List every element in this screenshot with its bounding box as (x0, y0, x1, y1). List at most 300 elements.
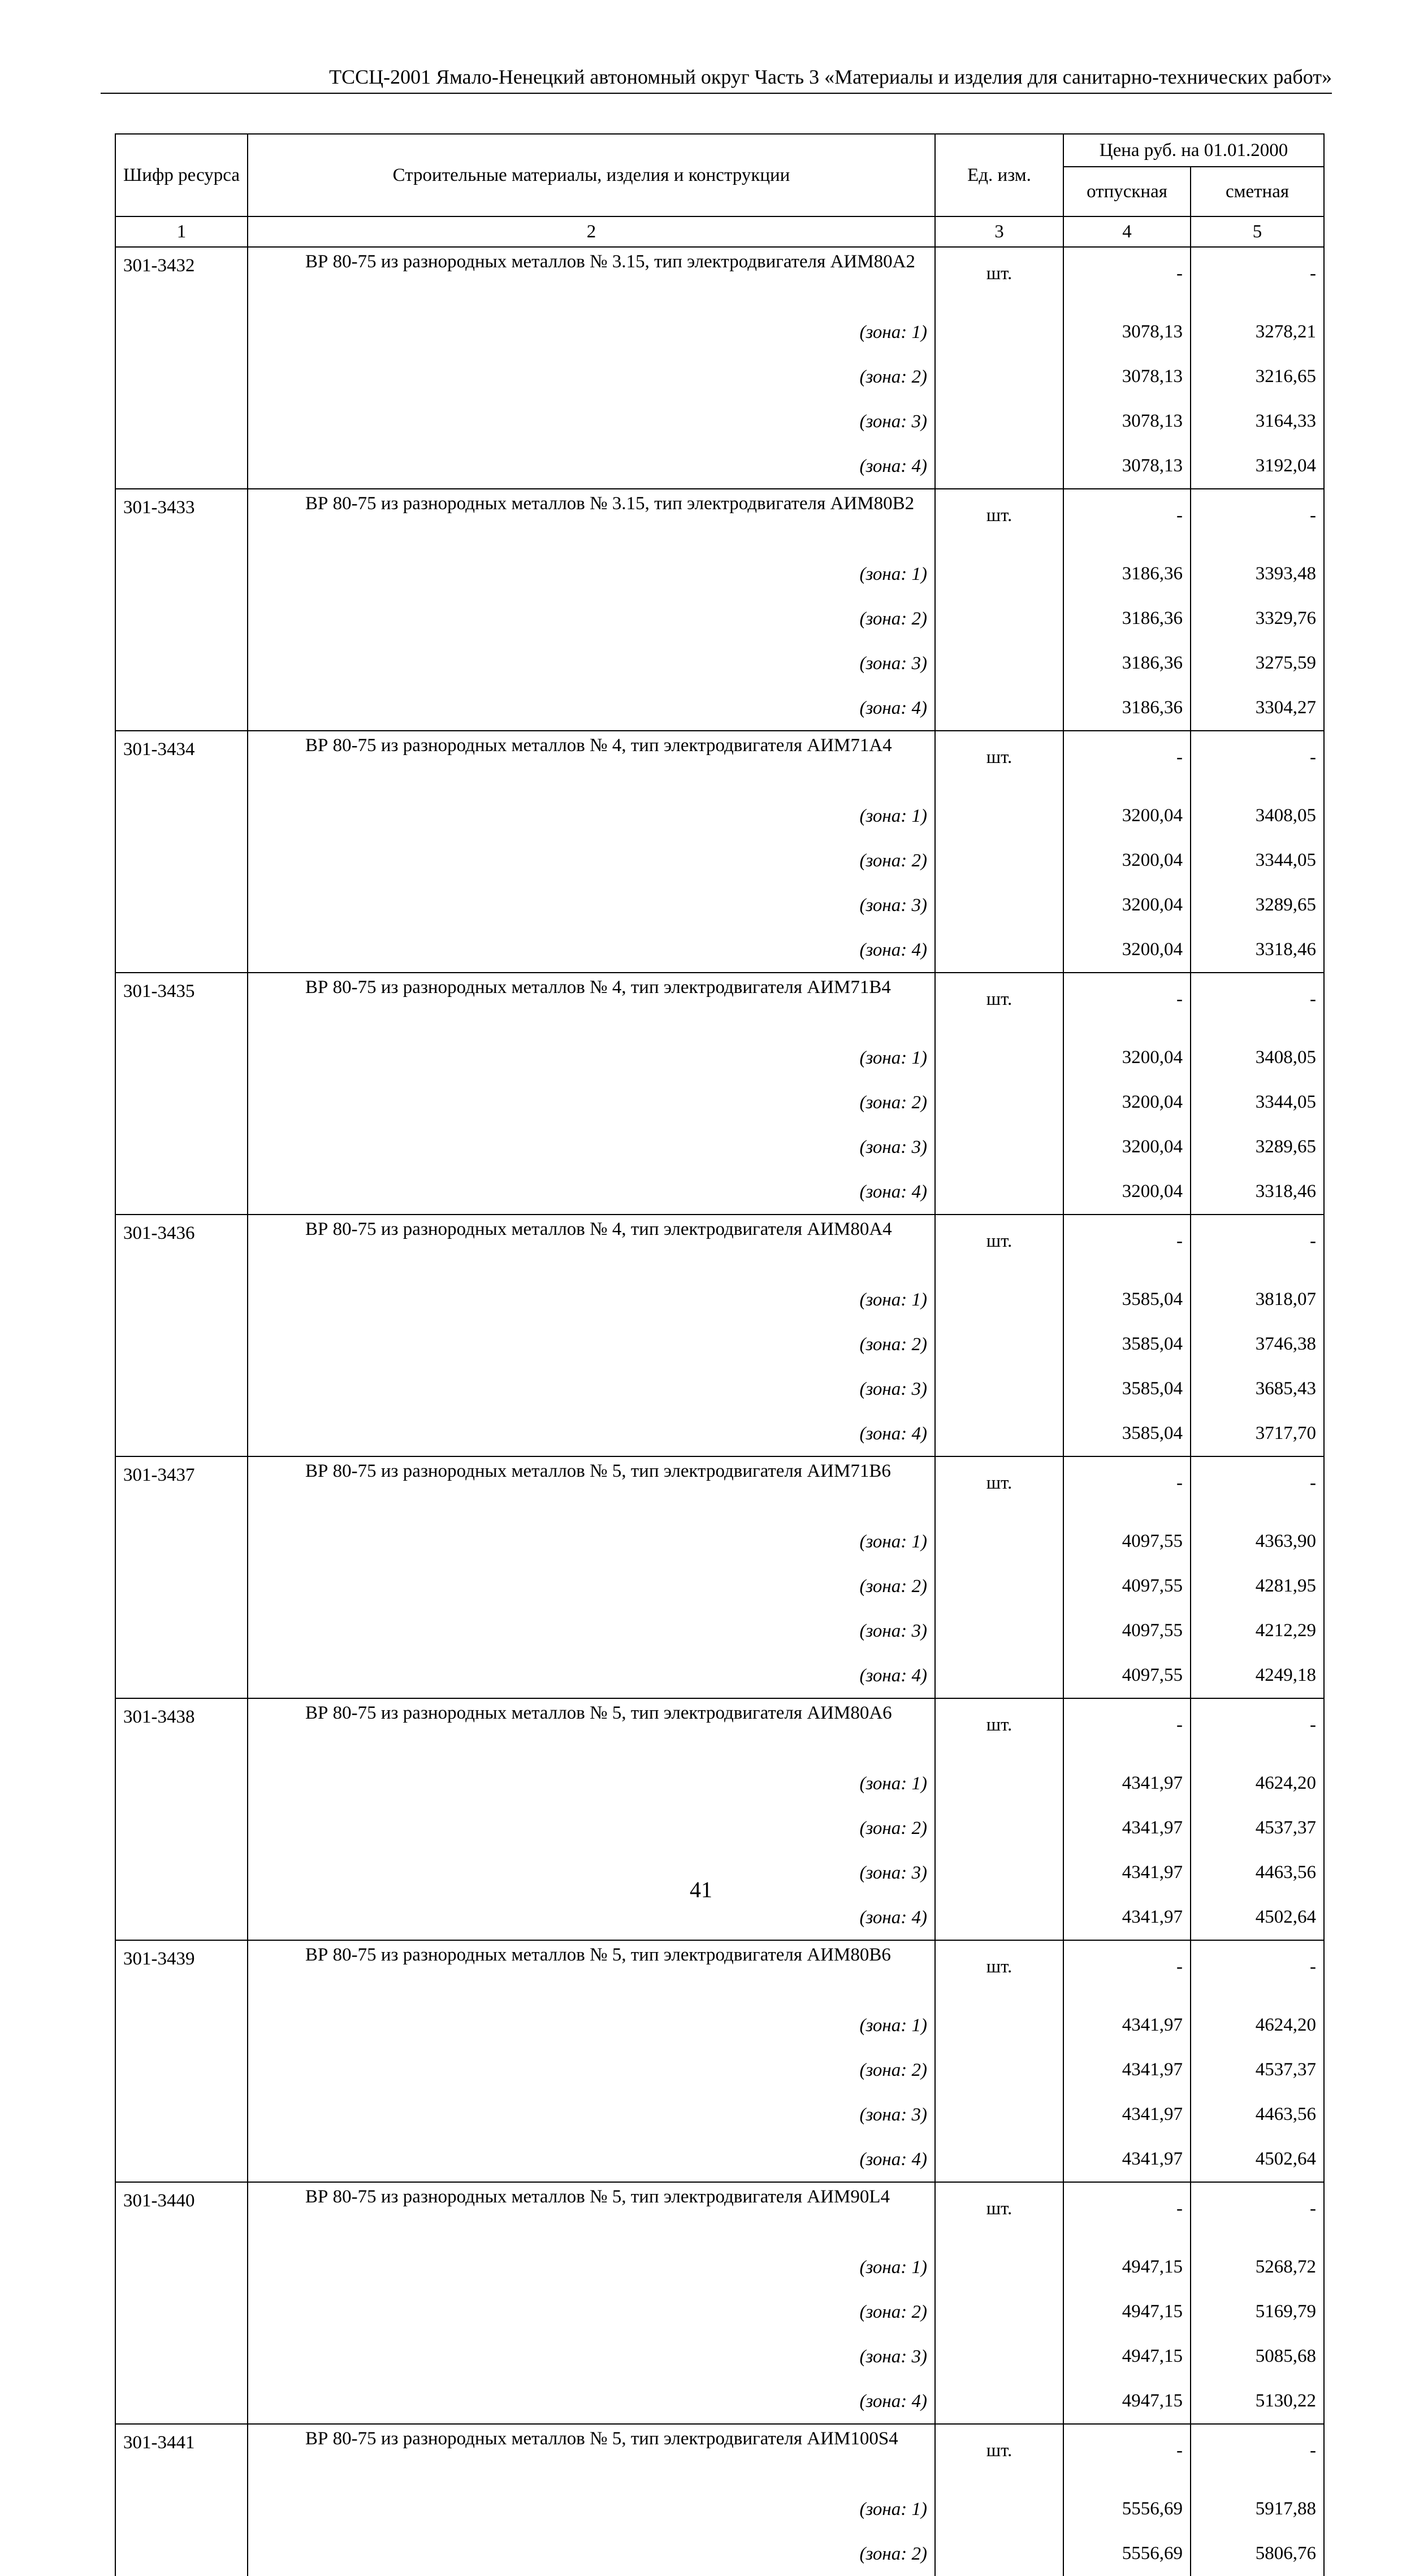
resource-code-empty (115, 1653, 248, 1698)
zone-label: (зона: 4) (248, 686, 935, 731)
material-name-cell (248, 973, 935, 1035)
zone-estimate-price: 3408,05 (1191, 793, 1324, 838)
zone-row (115, 2092, 1324, 2137)
zone-label: (зона: 3) (248, 1608, 935, 1653)
zone-row (115, 354, 1324, 399)
unit-empty (935, 399, 1063, 444)
zone-estimate-price: 5268,72 (1191, 2245, 1324, 2289)
resource-code-empty (115, 1080, 248, 1125)
zone-label: (зона: 3) (248, 1850, 935, 1895)
unit-empty (935, 354, 1063, 399)
unit-empty (935, 641, 1063, 686)
column-number: 1 (115, 216, 248, 247)
resource-code-empty (115, 1277, 248, 1322)
zone-label: (зона: 3) (248, 2092, 935, 2137)
resource-code-empty (115, 641, 248, 686)
zone-release-price: 4947,15 (1063, 2289, 1191, 2334)
resource-code: 301-3438 (115, 1698, 248, 1761)
table-row (115, 1456, 1324, 1519)
resource-code: 301-3433 (115, 489, 248, 552)
resource-code-empty (115, 838, 248, 883)
unit-empty (935, 2531, 1063, 2576)
zone-row (115, 2379, 1324, 2424)
release-price: - (1063, 2424, 1191, 2487)
estimate-price: - (1191, 731, 1324, 793)
zone-label: (зона: 2) (248, 2048, 935, 2092)
unit-empty (935, 1411, 1063, 1456)
zone-row (115, 2334, 1324, 2379)
zone-estimate-price: 4363,90 (1191, 1519, 1324, 1564)
unit-empty (935, 1169, 1063, 1215)
running-header: ТССЦ-2001 Ямало-Ненецкий автономный округ Часть 3 «Материалы и изделия для санитарно-технических работ» (101, 61, 1332, 94)
estimate-price: - (1191, 2424, 1324, 2487)
zone-label: (зона: 2) (248, 1564, 935, 1608)
unit-empty (935, 1322, 1063, 1367)
resource-code-empty (115, 2379, 248, 2424)
material-name: ВР 80-75 из разнородных металлов № 4, тип электродвигателя АИМ71А4 (305, 735, 892, 756)
price-table (115, 133, 1325, 2576)
zone-label: (зона: 4) (248, 2379, 935, 2424)
resource-code-empty (115, 2137, 248, 2182)
zone-estimate-price: 3329,76 (1191, 596, 1324, 641)
resource-code-empty (115, 1761, 248, 1806)
zone-release-price: 3200,04 (1063, 1035, 1191, 1080)
zone-release-price: 3200,04 (1063, 838, 1191, 883)
resource-code-empty (115, 552, 248, 596)
unit-empty (935, 444, 1063, 489)
zone-label: (зона: 4) (248, 1895, 935, 1940)
resource-code: 301-3434 (115, 731, 248, 793)
table-row (115, 1698, 1324, 1761)
estimate-price: - (1191, 2182, 1324, 2245)
zone-estimate-price: 4463,56 (1191, 1850, 1324, 1895)
header-row (115, 134, 1324, 167)
zone-label: (зона: 3) (248, 641, 935, 686)
zone-label: (зона: 2) (248, 838, 935, 883)
page-number: 41 (690, 1877, 712, 1902)
resource-code: 301-3441 (115, 2424, 248, 2487)
zone-row (115, 2289, 1324, 2334)
resource-code-empty (115, 1125, 248, 1169)
zone-row (115, 399, 1324, 444)
unit-empty (935, 2245, 1063, 2289)
unit-empty (935, 686, 1063, 731)
zone-release-price: 4341,97 (1063, 2003, 1191, 2048)
zone-release-price: 3078,13 (1063, 354, 1191, 399)
resource-code-empty (115, 1035, 248, 1080)
zone-estimate-price: 5130,22 (1191, 2379, 1324, 2424)
material-name: ВР 80-75 из разнородных металлов № 3.15, тип электродвигателя АИМ80А2 (305, 251, 915, 272)
unit-of-measure: шт. (935, 1698, 1063, 1761)
header-price-group: Цена руб. на 01.01.2000 (1063, 134, 1324, 167)
unit-empty (935, 2289, 1063, 2334)
zone-estimate-price: 3164,33 (1191, 399, 1324, 444)
material-name-cell (248, 2182, 935, 2245)
zone-estimate-price: 3818,07 (1191, 1277, 1324, 1322)
zone-estimate-price: 4212,29 (1191, 1608, 1324, 1653)
zone-row (115, 1125, 1324, 1169)
zone-estimate-price: 3685,43 (1191, 1367, 1324, 1411)
material-name: ВР 80-75 из разнородных металлов № 5, тип электродвигателя АИМ90L4 (305, 2187, 890, 2207)
resource-code-empty (115, 686, 248, 731)
release-price: - (1063, 1215, 1191, 1277)
zone-release-price: 4947,15 (1063, 2245, 1191, 2289)
material-name: ВР 80-75 из разнородных металлов № 5, тип электродвигателя АИМ100S4 (305, 2428, 898, 2449)
zone-label: (зона: 2) (248, 1322, 935, 1367)
zone-row (115, 641, 1324, 686)
zone-label: (зона: 2) (248, 354, 935, 399)
zone-row (115, 1761, 1324, 1806)
zone-row (115, 552, 1324, 596)
zone-row (115, 1035, 1324, 1080)
zone-row (115, 444, 1324, 489)
resource-code: 301-3435 (115, 973, 248, 1035)
zone-row (115, 2137, 1324, 2182)
resource-code-empty (115, 883, 248, 927)
resource-code: 301-3432 (115, 247, 248, 310)
release-price: - (1063, 1456, 1191, 1519)
table-row (115, 1215, 1324, 1277)
unit-of-measure: шт. (935, 1456, 1063, 1519)
zone-row (115, 793, 1324, 838)
resource-code: 301-3437 (115, 1456, 248, 1519)
zone-row (115, 838, 1324, 883)
zone-row (115, 927, 1324, 973)
column-number: 3 (935, 216, 1063, 247)
zone-label: (зона: 3) (248, 2334, 935, 2379)
unit-of-measure: шт. (935, 1215, 1063, 1277)
unit-of-measure: шт. (935, 247, 1063, 310)
unit-empty (935, 2092, 1063, 2137)
zone-estimate-price: 4537,37 (1191, 1806, 1324, 1850)
zone-label: (зона: 1) (248, 1761, 935, 1806)
zone-estimate-price: 4463,56 (1191, 2092, 1324, 2137)
zone-estimate-price: 3717,70 (1191, 1411, 1324, 1456)
unit-empty (935, 1564, 1063, 1608)
header-name: Строительные материалы, изделия и конструкции (248, 134, 935, 216)
resource-code-empty (115, 2245, 248, 2289)
material-name: ВР 80-75 из разнородных металлов № 5, тип электродвигателя АИМ80В6 (305, 1945, 891, 1965)
table-row (115, 489, 1324, 552)
resource-code-empty (115, 2289, 248, 2334)
table-row (115, 973, 1324, 1035)
zone-row (115, 2245, 1324, 2289)
zone-label: (зона: 1) (248, 310, 935, 354)
estimate-price: - (1191, 1456, 1324, 1519)
estimate-price: - (1191, 1698, 1324, 1761)
material-name: ВР 80-75 из разнородных металлов № 4, тип электродвигателя АИМ80А4 (305, 1219, 892, 1239)
unit-empty (935, 310, 1063, 354)
zone-estimate-price: 3344,05 (1191, 1080, 1324, 1125)
zone-row (115, 1411, 1324, 1456)
zone-label: (зона: 1) (248, 552, 935, 596)
resource-code-empty (115, 2487, 248, 2531)
release-price: - (1063, 247, 1191, 310)
unit-empty (935, 1035, 1063, 1080)
zone-row (115, 1322, 1324, 1367)
zone-release-price: 3078,13 (1063, 444, 1191, 489)
zone-release-price: 4947,15 (1063, 2334, 1191, 2379)
resource-code-empty (115, 1519, 248, 1564)
unit-empty (935, 927, 1063, 973)
release-price: - (1063, 973, 1191, 1035)
zone-label: (зона: 2) (248, 1806, 935, 1850)
unit-of-measure: шт. (935, 973, 1063, 1035)
unit-empty (935, 883, 1063, 927)
zone-release-price: 4341,97 (1063, 2048, 1191, 2092)
zone-release-price: 3078,13 (1063, 399, 1191, 444)
resource-code-empty (115, 927, 248, 973)
zone-release-price: 3200,04 (1063, 883, 1191, 927)
unit-empty (935, 2379, 1063, 2424)
unit-empty (935, 2048, 1063, 2092)
material-name-cell (248, 1940, 935, 2003)
zone-release-price: 3585,04 (1063, 1367, 1191, 1411)
zone-estimate-price: 4624,20 (1191, 1761, 1324, 1806)
zone-release-price: 5556,69 (1063, 2531, 1191, 2576)
zone-row (115, 883, 1324, 927)
zone-estimate-price: 3746,38 (1191, 1322, 1324, 1367)
zone-label: (зона: 1) (248, 793, 935, 838)
unit-empty (935, 1806, 1063, 1850)
unit-empty (935, 793, 1063, 838)
zone-row (115, 1519, 1324, 1564)
zone-row (115, 2048, 1324, 2092)
unit-empty (935, 2137, 1063, 2182)
zone-release-price: 3200,04 (1063, 927, 1191, 973)
resource-code-empty (115, 444, 248, 489)
resource-code-empty (115, 793, 248, 838)
zone-release-price: 4341,97 (1063, 1806, 1191, 1850)
resource-code-empty (115, 2531, 248, 2576)
resource-code-empty (115, 1411, 248, 1456)
unit-empty (935, 2334, 1063, 2379)
zone-release-price: 3186,36 (1063, 552, 1191, 596)
material-name-cell (248, 247, 935, 310)
header-code: Шифр ресурса (115, 134, 248, 216)
unit-empty (935, 1125, 1063, 1169)
zone-release-price: 3186,36 (1063, 641, 1191, 686)
column-number: 4 (1063, 216, 1191, 247)
resource-code-empty (115, 310, 248, 354)
zone-release-price: 4947,15 (1063, 2379, 1191, 2424)
zone-release-price: 4097,55 (1063, 1608, 1191, 1653)
material-name-cell (248, 1698, 935, 1761)
zone-row (115, 1080, 1324, 1125)
column-number: 2 (248, 216, 935, 247)
unit-empty (935, 1761, 1063, 1806)
resource-code-empty (115, 1806, 248, 1850)
estimate-price: - (1191, 1940, 1324, 2003)
zone-release-price: 3585,04 (1063, 1411, 1191, 1456)
resource-code-empty (115, 2003, 248, 2048)
zone-estimate-price: 3278,21 (1191, 310, 1324, 354)
zone-estimate-price: 4502,64 (1191, 1895, 1324, 1940)
zone-release-price: 4341,97 (1063, 1895, 1191, 1940)
zone-release-price: 3200,04 (1063, 1125, 1191, 1169)
table-row (115, 2182, 1324, 2245)
zone-release-price: 4097,55 (1063, 1519, 1191, 1564)
resource-code-empty (115, 399, 248, 444)
zone-label: (зона: 1) (248, 1035, 935, 1080)
zone-estimate-price: 3192,04 (1191, 444, 1324, 489)
zone-release-price: 3585,04 (1063, 1277, 1191, 1322)
zone-row (115, 1277, 1324, 1322)
table-body (115, 247, 1324, 2576)
material-name: ВР 80-75 из разнородных металлов № 5, тип электродвигателя АИМ71В6 (305, 1461, 891, 1481)
header-price-release: отпускная (1063, 167, 1191, 216)
zone-release-price: 5556,69 (1063, 2487, 1191, 2531)
zone-label: (зона: 1) (248, 1519, 935, 1564)
zone-estimate-price: 4537,37 (1191, 2048, 1324, 2092)
material-name: ВР 80-75 из разнородных металлов № 3.15, тип электродвигателя АИМ80В2 (305, 493, 915, 514)
release-price: - (1063, 2182, 1191, 2245)
unit-of-measure: шт. (935, 1940, 1063, 2003)
zone-release-price: 3200,04 (1063, 793, 1191, 838)
unit-empty (935, 838, 1063, 883)
zone-estimate-price: 4502,64 (1191, 2137, 1324, 2182)
zone-row (115, 1564, 1324, 1608)
zone-row (115, 596, 1324, 641)
zone-label: (зона: 1) (248, 2245, 935, 2289)
zone-release-price: 4097,55 (1063, 1653, 1191, 1698)
resource-code-empty (115, 1608, 248, 1653)
zone-release-price: 4341,97 (1063, 1761, 1191, 1806)
zone-label: (зона: 2) (248, 1080, 935, 1125)
resource-code-empty (115, 1564, 248, 1608)
zone-label: (зона: 3) (248, 1367, 935, 1411)
resource-code-empty (115, 2092, 248, 2137)
unit-empty (935, 1277, 1063, 1322)
zone-release-price: 3186,36 (1063, 686, 1191, 731)
zone-label: (зона: 4) (248, 1169, 935, 1215)
material-name-cell (248, 489, 935, 552)
zone-label: (зона: 2) (248, 2289, 935, 2334)
zone-row (115, 1608, 1324, 1653)
unit-empty (935, 1608, 1063, 1653)
zone-estimate-price: 3216,65 (1191, 354, 1324, 399)
zone-release-price: 3585,04 (1063, 1322, 1191, 1367)
unit-empty (935, 1367, 1063, 1411)
header-price-estimate: сметная (1191, 167, 1324, 216)
table-row (115, 2424, 1324, 2487)
column-number-row (115, 216, 1324, 247)
release-price: - (1063, 489, 1191, 552)
zone-label: (зона: 3) (248, 399, 935, 444)
zone-row (115, 2487, 1324, 2531)
unit-of-measure: шт. (935, 731, 1063, 793)
unit-empty (935, 1653, 1063, 1698)
material-name-cell (248, 1456, 935, 1519)
zone-label: (зона: 2) (248, 2531, 935, 2576)
zone-label: (зона: 3) (248, 1125, 935, 1169)
zone-release-price: 3186,36 (1063, 596, 1191, 641)
zone-release-price: 3078,13 (1063, 310, 1191, 354)
estimate-price: - (1191, 247, 1324, 310)
material-name-cell (248, 2424, 935, 2487)
resource-code-empty (115, 1322, 248, 1367)
zone-row (115, 2003, 1324, 2048)
zone-release-price: 4341,97 (1063, 2092, 1191, 2137)
zone-estimate-price: 3289,65 (1191, 883, 1324, 927)
resource-code-empty (115, 2048, 248, 2092)
resource-code: 301-3439 (115, 1940, 248, 2003)
zone-estimate-price: 3275,59 (1191, 641, 1324, 686)
material-name-cell (248, 731, 935, 793)
zone-release-price: 4341,97 (1063, 1850, 1191, 1895)
resource-code-empty (115, 1367, 248, 1411)
resource-code: 301-3436 (115, 1215, 248, 1277)
estimate-price: - (1191, 489, 1324, 552)
unit-empty (935, 552, 1063, 596)
table-row (115, 247, 1324, 310)
zone-estimate-price: 3393,48 (1191, 552, 1324, 596)
zone-label: (зона: 2) (248, 596, 935, 641)
material-name: ВР 80-75 из разнородных металлов № 4, тип электродвигателя АИМ71В4 (305, 977, 891, 998)
zone-estimate-price: 3318,46 (1191, 1169, 1324, 1215)
zone-release-price: 3200,04 (1063, 1080, 1191, 1125)
unit-empty (935, 596, 1063, 641)
unit-empty (935, 1080, 1063, 1125)
zone-row (115, 1653, 1324, 1698)
release-price: - (1063, 1698, 1191, 1761)
zone-release-price: 4097,55 (1063, 1564, 1191, 1608)
zone-label: (зона: 1) (248, 1277, 935, 1322)
material-name: ВР 80-75 из разнородных металлов № 5, тип электродвигателя АИМ80А6 (305, 1703, 892, 1723)
unit-of-measure: шт. (935, 2182, 1063, 2245)
resource-code-empty (115, 596, 248, 641)
zone-estimate-price: 4624,20 (1191, 2003, 1324, 2048)
zone-estimate-price: 3304,27 (1191, 686, 1324, 731)
material-name-cell (248, 1215, 935, 1277)
unit-empty (935, 2003, 1063, 2048)
release-price: - (1063, 731, 1191, 793)
table-row (115, 1940, 1324, 2003)
resource-code-empty (115, 354, 248, 399)
zone-label: (зона: 4) (248, 927, 935, 973)
zone-estimate-price: 4281,95 (1191, 1564, 1324, 1608)
zone-row (115, 2531, 1324, 2576)
zone-label: (зона: 4) (248, 444, 935, 489)
resource-code-empty (115, 2334, 248, 2379)
zone-estimate-price: 4249,18 (1191, 1653, 1324, 1698)
estimate-price: - (1191, 973, 1324, 1035)
zone-label: (зона: 4) (248, 1411, 935, 1456)
release-price: - (1063, 1940, 1191, 2003)
zone-label: (зона: 4) (248, 2137, 935, 2182)
zone-row (115, 1169, 1324, 1215)
unit-empty (935, 2487, 1063, 2531)
zone-release-price: 3200,04 (1063, 1169, 1191, 1215)
unit-empty (935, 1519, 1063, 1564)
zone-row (115, 1806, 1324, 1850)
resource-code-empty (115, 1169, 248, 1215)
zone-estimate-price: 5169,79 (1191, 2289, 1324, 2334)
zone-estimate-price: 5806,76 (1191, 2531, 1324, 2576)
zone-release-price: 4341,97 (1063, 2137, 1191, 2182)
header-unit: Ед. изм. (935, 134, 1063, 216)
zone-label: (зона: 3) (248, 883, 935, 927)
zone-estimate-price: 3318,46 (1191, 927, 1324, 973)
zone-label: (зона: 4) (248, 1653, 935, 1698)
column-number: 5 (1191, 216, 1324, 247)
table-row (115, 731, 1324, 793)
zone-estimate-price: 3408,05 (1191, 1035, 1324, 1080)
zone-estimate-price: 5085,68 (1191, 2334, 1324, 2379)
zone-row (115, 310, 1324, 354)
zone-estimate-price: 3289,65 (1191, 1125, 1324, 1169)
zone-estimate-price: 3344,05 (1191, 838, 1324, 883)
